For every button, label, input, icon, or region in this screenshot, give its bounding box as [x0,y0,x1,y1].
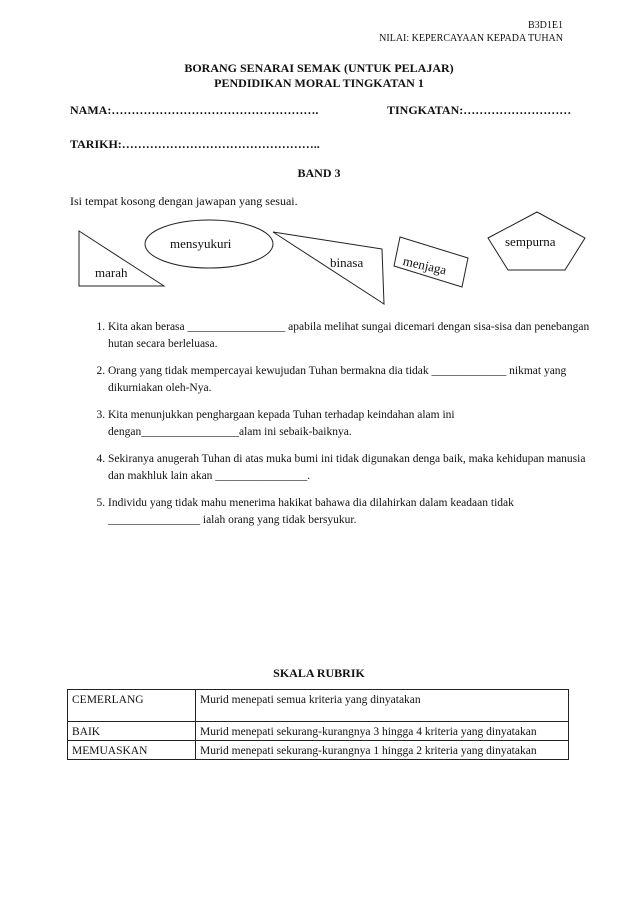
document-code: B3D1E1 [528,20,563,31]
value-label: NILAI: KEPERCAYAAN KEPADA TUHAN [379,33,563,44]
class-field: TINGKATAN:……………………… [387,103,572,117]
rubric-description: Murid menepati sekurang-kurangnya 3 hingga 4 kriteria yang dinyatakan [196,722,569,741]
word-mensyukuri: mensyukuri [170,236,232,251]
rubric-table [67,689,569,760]
form-subtitle: PENDIDIKAN MORAL TINGKATAN 1 [214,76,424,90]
question-list [70,319,603,539]
rubric-description: Murid menepati sekurang-kurangnya 1 hingga 2 kriteria yang dinyatakan [196,741,569,760]
form-title: BORANG SENARAI SEMAK (UNTUK PELAJAR) [184,61,454,75]
table-row [68,722,569,741]
rubric-level: MEMUASKAN [68,741,196,760]
instruction-text: Isi tempat kosong dengan jawapan yang sesuai. [70,194,298,208]
rubric-level: BAIK [68,722,196,741]
word-binasa: binasa [330,255,364,270]
question-item: 5. Individu yang tidak mahu menerima hakikat bahawa dia dilahirkan dalam keadaan tidak ________________ ialah orang yang tidak bersyukur. [108,495,603,529]
question-item: 2. Orang yang tidak mempercayai kewujudan Tuhan bermakna dia tidak _____________ nikmat yang dikurniakan oleh-Nya. [108,363,603,397]
date-field: TARIKH:………………………………………….. [70,137,320,151]
name-field: NAMA:……………………………………………. [70,103,319,117]
table-row [68,690,569,722]
question-item: 4. Sekiranya anugerah Tuhan di atas muka bumi ini tidak digunakan denga baik, maka kehidupan manusia dan makhluk lain akan ________________. [108,451,603,485]
rubric-level: CEMERLANG [68,690,196,722]
rubric-description: Murid menepati semua kriteria yang dinyatakan [196,690,569,722]
word-marah: marah [95,265,128,280]
rubric-title: SKALA RUBRIK [273,666,365,680]
question-item: 3. Kita menunjukkan penghargaan kepada Tuhan terhadap keindahan alam ini dengan_________________alam ini sebaik-baiknya. [108,407,603,441]
table-row [68,741,569,760]
question-item: 1. Kita akan berasa _________________ apabila melihat sungai dicemari dengan sisa-sisa dan penebangan hutan secara berleluasa. [108,319,603,353]
word-sempurna: sempurna [505,234,556,249]
slanted-triangle-shape [273,232,384,304]
band-heading: BAND 3 [297,166,341,180]
word-menjaga: menjaga [401,253,448,278]
